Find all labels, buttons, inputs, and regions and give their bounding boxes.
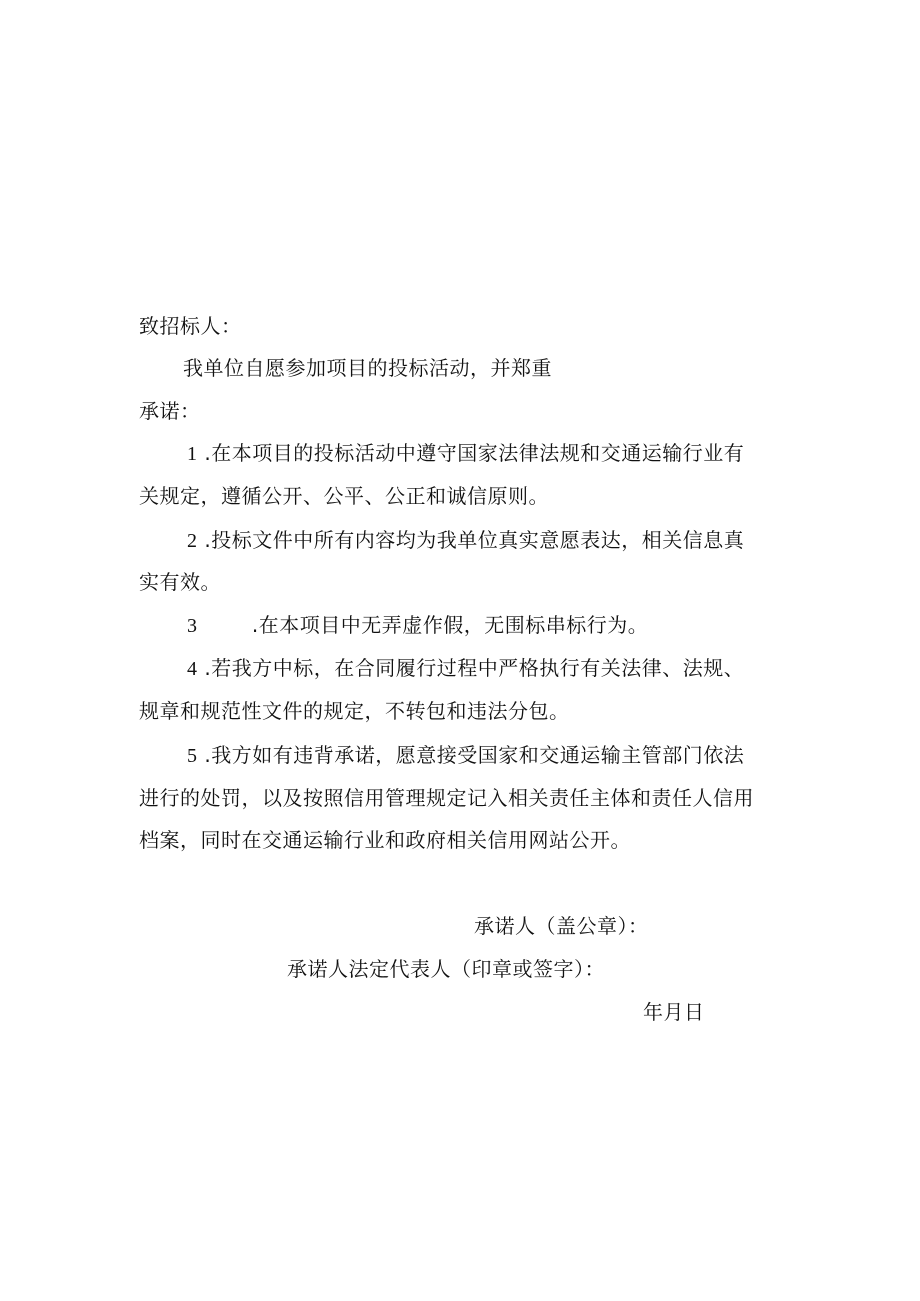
- item-4-line-2: 规章和规范性文件的规定，不转包和违法分包。: [139, 699, 570, 723]
- date-label: 年月日: [643, 1000, 705, 1024]
- item-4-text-1: .若我方中标，在合同履行过程中严格执行有关法律、法规、: [204, 656, 745, 680]
- item-5-line-3: 档案，同时在交通运输行业和政府相关信用网站公开。: [139, 828, 631, 852]
- item-4-line-1: [187, 654, 744, 683]
- item-2-text-1: .投标文件中所有内容均为我单位真实意愿表达，相关信息真: [204, 528, 745, 552]
- item-1-line-1: [187, 439, 744, 468]
- item-5-text-1: .我方如有违背承诺，愿意接受国家和交通运输主管部门依法: [204, 743, 745, 767]
- item-5-number: 5: [187, 745, 198, 767]
- item-4-number: 4: [187, 658, 198, 680]
- item-2-line-1: [187, 526, 744, 555]
- item-2-line-2: 实有效。: [139, 570, 221, 594]
- item-3-number: 3: [187, 615, 198, 637]
- salutation: 致招标人：: [139, 314, 242, 338]
- item-1-number: 1: [187, 443, 198, 465]
- legal-representative-label: 承诺人法定代表人（印章或签字）：: [287, 957, 605, 981]
- promisor-seal-label: 承诺人（盖公章）：: [474, 914, 649, 938]
- intro-line-2: 承诺：: [139, 399, 201, 423]
- item-3-text-1: .在本项目中无弄虚作假，无围标串标行为。: [251, 613, 649, 637]
- item-2-number: 2: [187, 530, 198, 552]
- item-1-text-1: .在本项目的投标活动中遵守国家法律法规和交通运输行业有: [204, 441, 745, 465]
- item-5-line-1: [187, 741, 744, 770]
- item-5-line-2: 进行的处罚，以及按照信用管理规定记入相关责任主体和责任人信用: [139, 786, 754, 810]
- item-1-line-2: 关规定，遵循公开、公平、公正和诚信原则。: [139, 484, 549, 508]
- intro-line-1: 我单位自愿参加项目的投标活动，并郑重: [183, 356, 552, 380]
- item-3-line-1: [187, 611, 648, 640]
